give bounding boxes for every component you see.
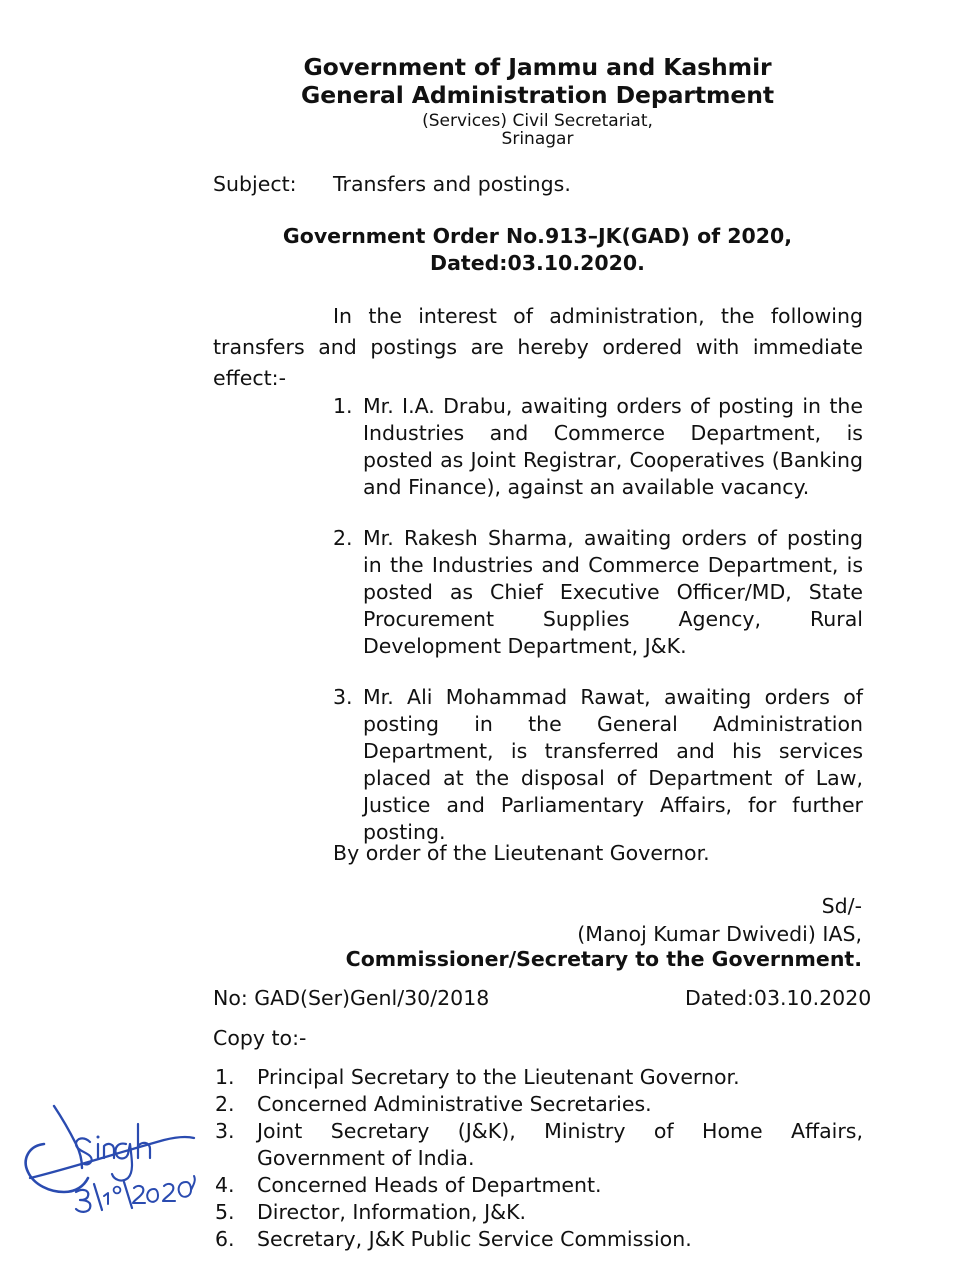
subject-value: Transfers and postings.	[333, 172, 571, 196]
copy-to-label: Copy to:-	[213, 1026, 307, 1050]
list-marker: 1.	[215, 1065, 235, 1089]
list-marker: 6.	[215, 1227, 235, 1251]
list-item-text: Concerned Heads of Department.	[257, 1173, 602, 1197]
reference-number: No: GAD(Ser)Genl/30/2018	[213, 986, 490, 1010]
list-item-text: Concerned Administrative Secretaries.	[257, 1092, 652, 1116]
list-item-text: Joint Secretary (J&K), Ministry of Home Affairs, Government of India.	[257, 1119, 863, 1170]
list-marker: 1.	[333, 394, 353, 418]
list-item	[333, 393, 863, 501]
signature-sd-line: Sd/-	[821, 894, 862, 918]
department-title-line2: General Administration Department	[301, 81, 774, 109]
reference-row	[213, 985, 872, 1012]
list-item	[333, 525, 863, 660]
list-item	[333, 684, 863, 846]
list-item	[215, 1064, 863, 1091]
list-item	[215, 1172, 863, 1199]
by-order-line: By order of the Lieutenant Governor.	[333, 841, 710, 865]
reference-date: Dated:03.10.2020	[685, 986, 872, 1010]
order-date: Dated:03.10.2020.	[430, 251, 645, 275]
order-number: Government Order No.913–JK(GAD) of 2020,	[282, 224, 793, 248]
signatory-designation: Commissioner/Secretary to the Government.	[345, 947, 862, 971]
order-items-list	[333, 393, 863, 846]
list-item-text: Secretary, J&K Public Service Commission.	[257, 1227, 692, 1251]
office-subtitle: (Services) Civil Secretariat,	[422, 111, 653, 131]
list-item-text: Principal Secretary to the Lieutenant Governor.	[257, 1065, 740, 1089]
intro-paragraph: In the interest of administration, the following transfers and postings are hereby ordered with immediate effect:-	[213, 304, 863, 390]
list-marker: 3.	[333, 685, 353, 709]
list-item-text: Mr. Ali Mohammad Rawat, awaiting orders of posting in the General Administration Department, is transferred and his services placed at the disposal of Department of Law, Justice and Parliamentary Affairs, for further posting.	[363, 685, 863, 844]
list-marker: 4.	[215, 1173, 235, 1197]
list-item	[215, 1226, 863, 1253]
list-item-text: Director, Information, J&K.	[257, 1200, 527, 1224]
list-item-text: Mr. I.A. Drabu, awaiting orders of posting in the Industries and Commerce Department, is posted as Joint Registrar, Cooperatives (Banking and Finance), against an available vacancy.	[363, 394, 863, 499]
subject-label: Subject:	[213, 172, 297, 196]
list-item-text: Mr. Rakesh Sharma, awaiting orders of posting in the Industries and Commerce Department, is posted as Chief Executive Officer/MD, State Procurement Supplies Agency, Rural Development Department, J&K.	[363, 526, 863, 658]
handwritten-signature	[14, 1086, 200, 1214]
copy-to-list	[215, 1064, 863, 1253]
list-marker: 5.	[215, 1200, 235, 1224]
list-marker: 2.	[333, 526, 353, 550]
subject-row	[213, 170, 862, 198]
list-marker: 3.	[215, 1119, 235, 1143]
list-marker: 2.	[215, 1092, 235, 1116]
list-item	[215, 1091, 863, 1118]
list-item	[215, 1118, 863, 1172]
signatory-name: (Manoj Kumar Dwivedi) IAS,	[577, 922, 862, 946]
list-item	[215, 1199, 863, 1226]
government-title-line1: Government of Jammu and Kashmir	[303, 53, 772, 81]
office-city: Srinagar	[501, 129, 574, 149]
